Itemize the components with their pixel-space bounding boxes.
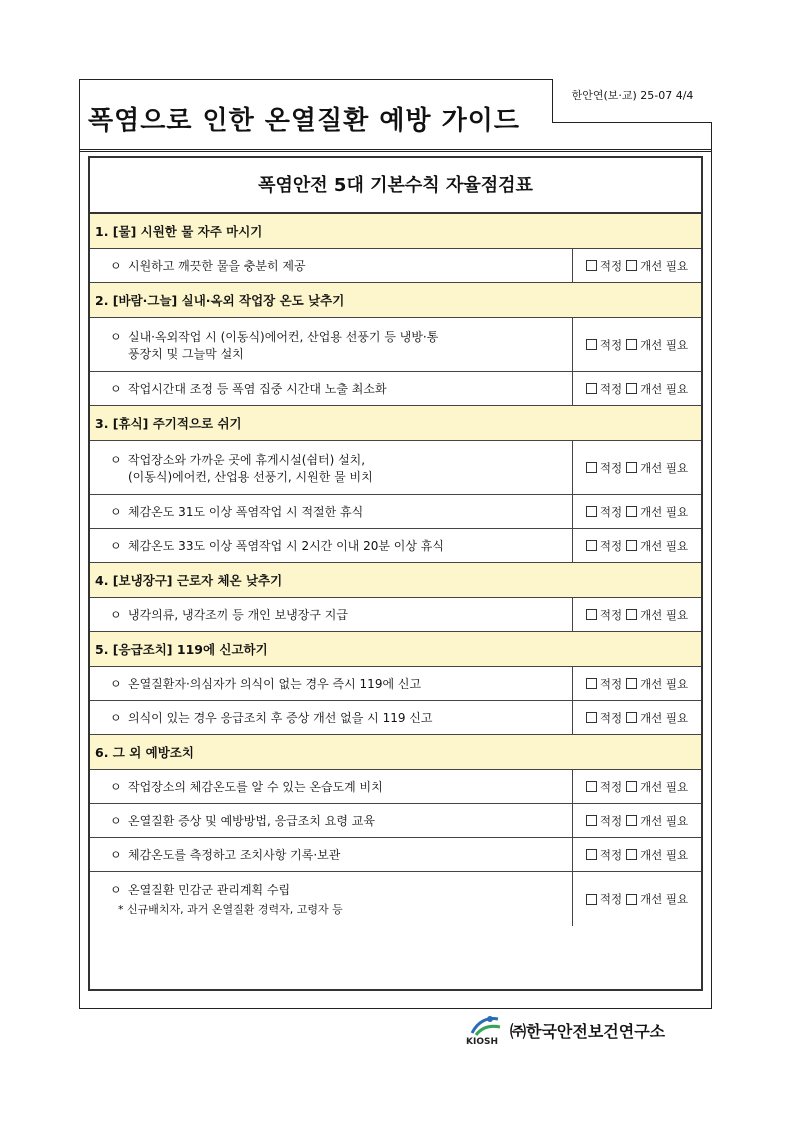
checklist-item-row <box>90 441 701 495</box>
item-label: 체감온도 33도 이상 폭염작업 시 2시간 이내 20분 이상 휴식 <box>128 539 444 553</box>
checkbox-ok[interactable] <box>586 260 597 271</box>
checkbox-ok[interactable] <box>586 609 597 620</box>
item-text <box>90 872 573 926</box>
option-ok-label: 적정 <box>599 892 623 906</box>
section-header: 5. [응급조치] 119에 신고하기 <box>90 632 701 667</box>
item-label: 시원하고 깨끗한 물을 충분히 제공 <box>128 259 306 273</box>
item-text <box>90 838 573 871</box>
section-header: 3. [휴식] 주기적으로 쉬기 <box>90 406 701 441</box>
option-ok-label: 적정 <box>599 607 623 622</box>
checkbox-improve[interactable] <box>626 815 637 826</box>
bullet-icon: ㅇ <box>110 848 122 862</box>
bullet-icon: ㅇ <box>110 711 122 725</box>
checkbox-ok[interactable] <box>586 540 597 551</box>
checkbox-improve[interactable] <box>626 678 637 689</box>
document-frame <box>79 79 712 1009</box>
checkbox-improve[interactable] <box>626 894 637 905</box>
bullet-icon: ㅇ <box>110 677 122 691</box>
item-label: 체감온도 31도 이상 폭염작업 시 적절한 휴식 <box>128 505 364 519</box>
assessment-options <box>573 838 701 871</box>
checklist-item-row <box>90 318 701 372</box>
bullet-icon: ㅇ <box>110 608 122 622</box>
option-improve-label: 개선 필요 <box>640 504 689 519</box>
item-text <box>90 667 573 700</box>
item-label: 냉각의류, 냉각조끼 등 개인 보냉장구 지급 <box>128 608 348 622</box>
bullet-icon: ㅇ <box>110 382 122 396</box>
item-label: 온열질환 민감군 관리계획 수립 <box>128 883 291 897</box>
item-label: 작업장소와 가까운 곳에 휴게시설(쉼터) 설치, <box>128 452 366 467</box>
checklist-item-row <box>90 872 701 926</box>
option-ok-label: 적정 <box>599 504 623 519</box>
checklist-item-row <box>90 529 701 563</box>
assessment-options <box>573 372 701 405</box>
bullet-icon: ㅇ <box>110 452 122 467</box>
checkbox-improve[interactable] <box>626 781 637 792</box>
option-ok-label: 적정 <box>599 813 623 828</box>
checkbox-ok[interactable] <box>586 781 597 792</box>
item-label: 작업장소의 체감온도를 알 수 있는 온습도계 비치 <box>128 780 383 794</box>
checkbox-improve[interactable] <box>626 339 637 350</box>
document-header <box>80 80 711 152</box>
item-text <box>90 441 573 494</box>
assessment-options <box>573 249 701 282</box>
assessment-options <box>573 598 701 631</box>
option-improve-label: 개선 필요 <box>640 258 689 273</box>
option-improve-label: 개선 필요 <box>640 337 689 352</box>
option-improve-label: 개선 필요 <box>640 847 689 862</box>
option-ok-label: 적정 <box>599 847 623 862</box>
item-text <box>90 372 573 405</box>
assessment-options <box>573 804 701 837</box>
checkbox-improve[interactable] <box>626 462 637 473</box>
option-ok-label: 적정 <box>599 381 623 396</box>
bullet-icon: ㅇ <box>110 814 122 828</box>
bullet-icon: ㅇ <box>110 539 122 553</box>
checklist-item-row <box>90 372 701 406</box>
bullet-icon: ㅇ <box>110 329 122 344</box>
bullet-icon: ㅇ <box>110 780 122 794</box>
checklist-item-row <box>90 701 701 735</box>
checkbox-improve[interactable] <box>626 609 637 620</box>
assessment-options <box>573 318 701 371</box>
bullet-icon: ㅇ <box>110 259 122 273</box>
option-improve-label: 개선 필요 <box>640 779 689 794</box>
kiosh-logo-icon <box>466 1013 506 1039</box>
item-label: 작업시간대 조정 등 폭염 집중 시간대 노출 최소화 <box>128 382 387 396</box>
item-text <box>90 495 573 528</box>
section-header: 2. [바람·그늘] 실내·옥외 작업장 온도 낮추기 <box>90 283 701 318</box>
assessment-options <box>573 667 701 700</box>
option-improve-label: 개선 필요 <box>640 381 689 396</box>
assessment-options <box>573 872 701 926</box>
option-ok-label: 적정 <box>599 538 623 553</box>
assessment-options <box>573 529 701 562</box>
kiosh-logo <box>466 1013 506 1047</box>
checkbox-improve[interactable] <box>626 712 637 723</box>
item-label-continued: 풍장치 및 그늘막 설치 <box>128 346 244 361</box>
bullet-icon: ㅇ <box>110 505 122 519</box>
assessment-options <box>573 770 701 803</box>
checkbox-ok[interactable] <box>586 712 597 723</box>
item-label: 온열질환 증상 및 예방방법, 응급조치 요령 교육 <box>128 814 375 828</box>
option-improve-label: 개선 필요 <box>640 460 689 475</box>
item-label-continued: (이동식)에어컨, 산업용 선풍기, 시원한 물 비치 <box>128 469 373 484</box>
option-improve-label: 개선 필요 <box>640 813 689 828</box>
checkbox-ok[interactable] <box>586 462 597 473</box>
checkbox-improve[interactable] <box>626 260 637 271</box>
organization-name: ㈜한국안전보건연구소 <box>510 1021 666 1041</box>
item-label: 실내·옥외작업 시 (이동식)에어컨, 산업용 선풍기 등 냉방·통 <box>128 329 439 344</box>
bullet-icon: ㅇ <box>110 883 122 897</box>
footer <box>466 1013 665 1047</box>
option-improve-label: 개선 필요 <box>640 607 689 622</box>
option-ok-label: 적정 <box>599 710 623 725</box>
checkbox-ok[interactable] <box>586 678 597 689</box>
option-ok-label: 적정 <box>599 460 623 475</box>
item-text <box>90 529 573 562</box>
checkbox-ok[interactable] <box>586 339 597 350</box>
checkbox-improve[interactable] <box>626 506 637 517</box>
checklist-table <box>88 156 703 991</box>
checkbox-improve[interactable] <box>626 540 637 551</box>
assessment-options <box>573 495 701 528</box>
item-note: * 신규배치자, 과거 온열질환 경력자, 고령자 등 <box>118 903 343 916</box>
checkbox-improve[interactable] <box>626 849 637 860</box>
checklist-item-row <box>90 838 701 872</box>
item-label: 체감온도를 측정하고 조치사항 기록·보관 <box>128 848 341 862</box>
checklist-item-row <box>90 495 701 529</box>
item-label: 온열질환자·의심자가 의식이 없는 경우 즉시 119에 신고 <box>128 677 422 691</box>
assessment-options <box>573 441 701 494</box>
checklist-item-row <box>90 598 701 632</box>
logo-text: KIOSH <box>466 1037 498 1047</box>
checkbox-ok[interactable] <box>586 815 597 826</box>
option-improve-label: 개선 필요 <box>640 676 689 691</box>
checklist-item-row <box>90 804 701 838</box>
item-text <box>90 249 573 282</box>
section-header: 1. [물] 시원한 물 자주 마시기 <box>90 214 701 249</box>
item-text <box>90 701 573 734</box>
item-text <box>90 598 573 631</box>
assessment-options <box>573 701 701 734</box>
option-improve-label: 개선 필요 <box>640 538 689 553</box>
option-improve-label: 개선 필요 <box>640 892 689 906</box>
option-ok-label: 적정 <box>599 779 623 794</box>
item-text <box>90 804 573 837</box>
item-text <box>90 770 573 803</box>
item-text <box>90 318 573 371</box>
option-ok-label: 적정 <box>599 258 623 273</box>
option-ok-label: 적정 <box>599 676 623 691</box>
checklist-item-row <box>90 667 701 701</box>
checklist-item-row <box>90 770 701 804</box>
checkbox-ok[interactable] <box>586 894 597 905</box>
checkbox-ok[interactable] <box>586 506 597 517</box>
item-label: 의식이 있는 경우 응급조치 후 증상 개선 없을 시 119 신고 <box>128 711 433 725</box>
option-ok-label: 적정 <box>599 337 623 352</box>
document-code: 한안연(보·교) 25-07 4/4 <box>552 79 712 123</box>
checkbox-ok[interactable] <box>586 849 597 860</box>
checkbox-ok[interactable] <box>586 383 597 394</box>
option-improve-label: 개선 필요 <box>640 710 689 725</box>
checklist-title: 폭염안전 5대 기본수칙 자율점검표 <box>90 158 701 214</box>
section-header: 6. 그 외 예방조치 <box>90 735 701 770</box>
section-header: 4. [보냉장구] 근로자 체온 낮추기 <box>90 563 701 598</box>
checkbox-improve[interactable] <box>626 383 637 394</box>
page-title: 폭염으로 인한 온열질환 예방 가이드 <box>88 106 520 136</box>
checklist-item-row <box>90 249 701 283</box>
